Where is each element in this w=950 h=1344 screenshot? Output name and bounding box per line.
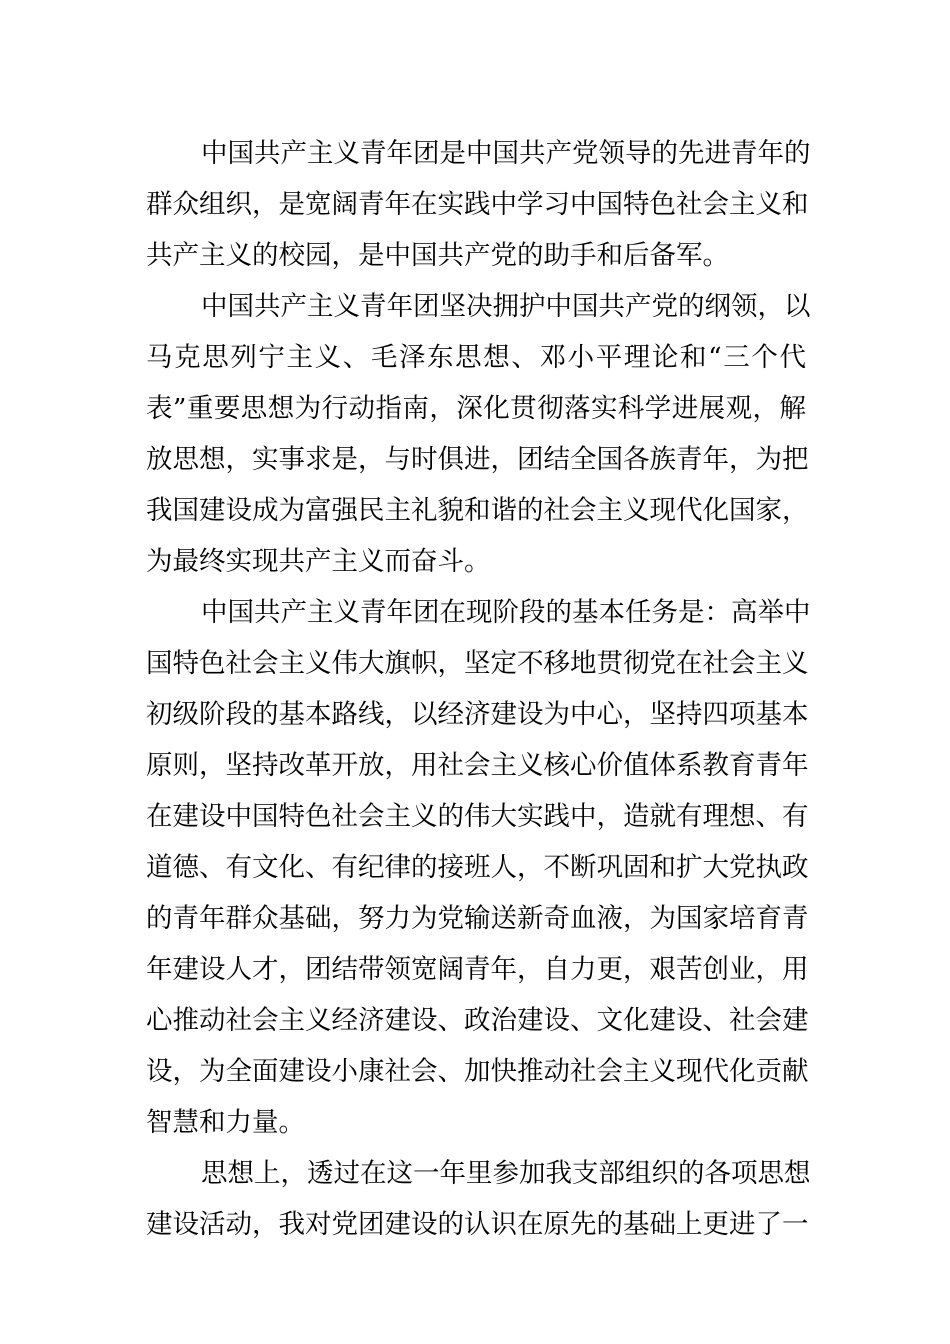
text-line: 中国共产主义青年团是中国共产党领导的先进青年的 [201, 138, 811, 169]
paragraph-3 [146, 587, 811, 1148]
text-line: 原则，坚持改革开放，用社会主义核心价值体系教育青年 [146, 750, 809, 781]
document-body [146, 128, 811, 1250]
text-line: 为最终实现共产主义而奋斗。 [146, 546, 491, 577]
text-line: 道德、有文化、有纪律的接班人，不断巩固和扩大党执政 [146, 852, 809, 883]
text-line: 我国建设成为富强民主礼貌和谐的社会主义现代化国家， [146, 495, 809, 526]
text-line: 中国共产主义青年团在现阶段的基本任务是：高举中 [201, 597, 811, 628]
paragraph-2 [146, 281, 811, 587]
paragraph-4 [146, 1148, 811, 1250]
text-line: 智慧和力量。 [146, 1107, 305, 1138]
text-line: 思想上，透过在这一年里参加我支部组织的各项思想 [201, 1158, 811, 1189]
text-line: 初级阶段的基本路线，以经济建设为中心，坚持四项基本 [146, 699, 809, 730]
text-line: 共产主义的校园，是中国共产党的助手和后备军。 [146, 240, 729, 271]
text-line: 在建设中国特色社会主义的伟大实践中，造就有理想、有 [146, 801, 809, 832]
text-line: 设，为全面建设小康社会、加快推动社会主义现代化贡献 [146, 1056, 809, 1087]
text-line: 年建设人才，团结带领宽阔青年，自力更，艰苦创业，用 [146, 954, 809, 985]
text-line: 中国共产主义青年团坚决拥护中国共产党的纲领，以 [201, 291, 811, 322]
text-line: 放思想，实事求是，与时俱进，团结全国各族青年，为把 [146, 444, 809, 475]
text-line: 表”重要思想为行动指南，深化贯彻落实科学进展观，解 [146, 393, 806, 424]
text-line: 建设活动，我对党团建设的认识在原先的基础上更进了一 [146, 1209, 809, 1240]
text-line: 马克思列宁主义、毛泽东思想、邓小平理论和“三个代 [146, 342, 806, 373]
text-line: 心推动社会主义经济建设、政治建设、文化建设、社会建 [146, 1005, 809, 1036]
paragraph-1 [146, 128, 811, 281]
text-line: 群众组织，是宽阔青年在实践中学习中国特色社会主义和 [146, 189, 809, 220]
text-line: 的青年群众基础，努力为党输送新奇血液，为国家培育青 [146, 903, 809, 934]
text-line: 国特色社会主义伟大旗帜，坚定不移地贯彻党在社会主义 [146, 648, 809, 679]
